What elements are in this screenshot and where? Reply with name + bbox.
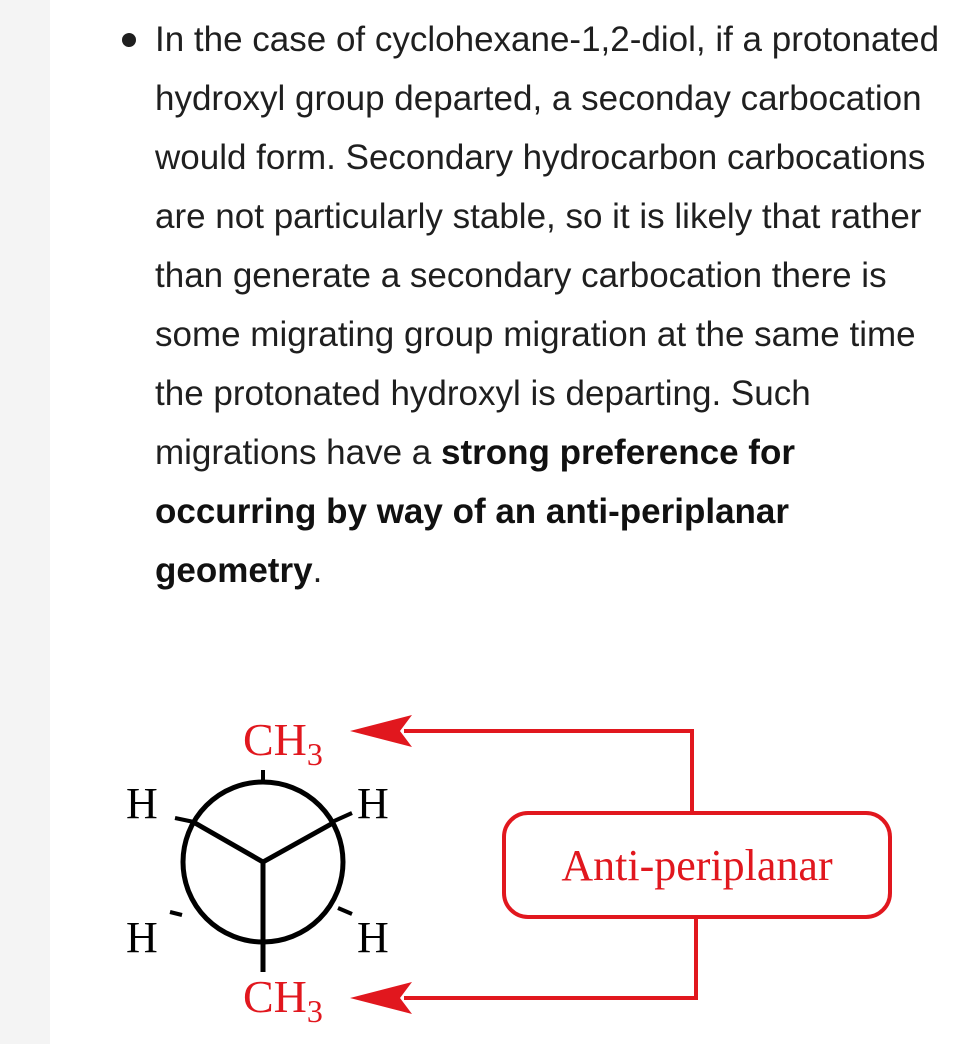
arrow-left-icon	[350, 715, 412, 747]
back-bond-lower-right	[338, 908, 352, 914]
front-bond-right	[263, 823, 333, 862]
hydrogen-upper-right: H	[357, 779, 389, 828]
newman-projection-diagram	[0, 690, 972, 1044]
paragraph-text	[155, 20, 939, 590]
paragraph-bold-phrase: strong preference for occurring by way of an anti-periplanar geometry	[155, 433, 795, 590]
connector-bottom-line	[404, 917, 696, 998]
methyl-top-label: $CH_3$	[243, 714, 323, 772]
paragraph-end-punctuation: .	[312, 551, 323, 590]
hydrogen-upper-left: H	[126, 779, 158, 828]
hydrogen-lower-left: H	[126, 913, 158, 962]
front-bond-left	[195, 823, 263, 862]
anti-periplanar-label: Anti-periplanar	[561, 841, 833, 890]
bullet-list	[100, 10, 960, 600]
back-bond-right	[332, 813, 352, 822]
paragraph-text-plain: In the case of cyclohexane-1,2-diol, if a protonated hydroxyl group departed, a seconday carbocation would form. Secondary hydrocarbon carbocations are not particularly stable, so it is likely that rather than generate a secondary carbocation there is some migrating group migration at the same time the protonated hydroxyl is departing. Such migrations have a	[155, 20, 940, 472]
back-bond-left	[175, 818, 194, 822]
connector-top-line	[404, 731, 692, 813]
hydrogen-lower-right: H	[357, 913, 389, 962]
arrow-left-icon	[350, 982, 412, 1014]
bullet-dot-icon	[122, 33, 136, 47]
bullet-item	[100, 10, 960, 600]
methyl-bottom-label: $CH_3$	[243, 971, 323, 1029]
back-bond-lower-left	[170, 912, 182, 915]
